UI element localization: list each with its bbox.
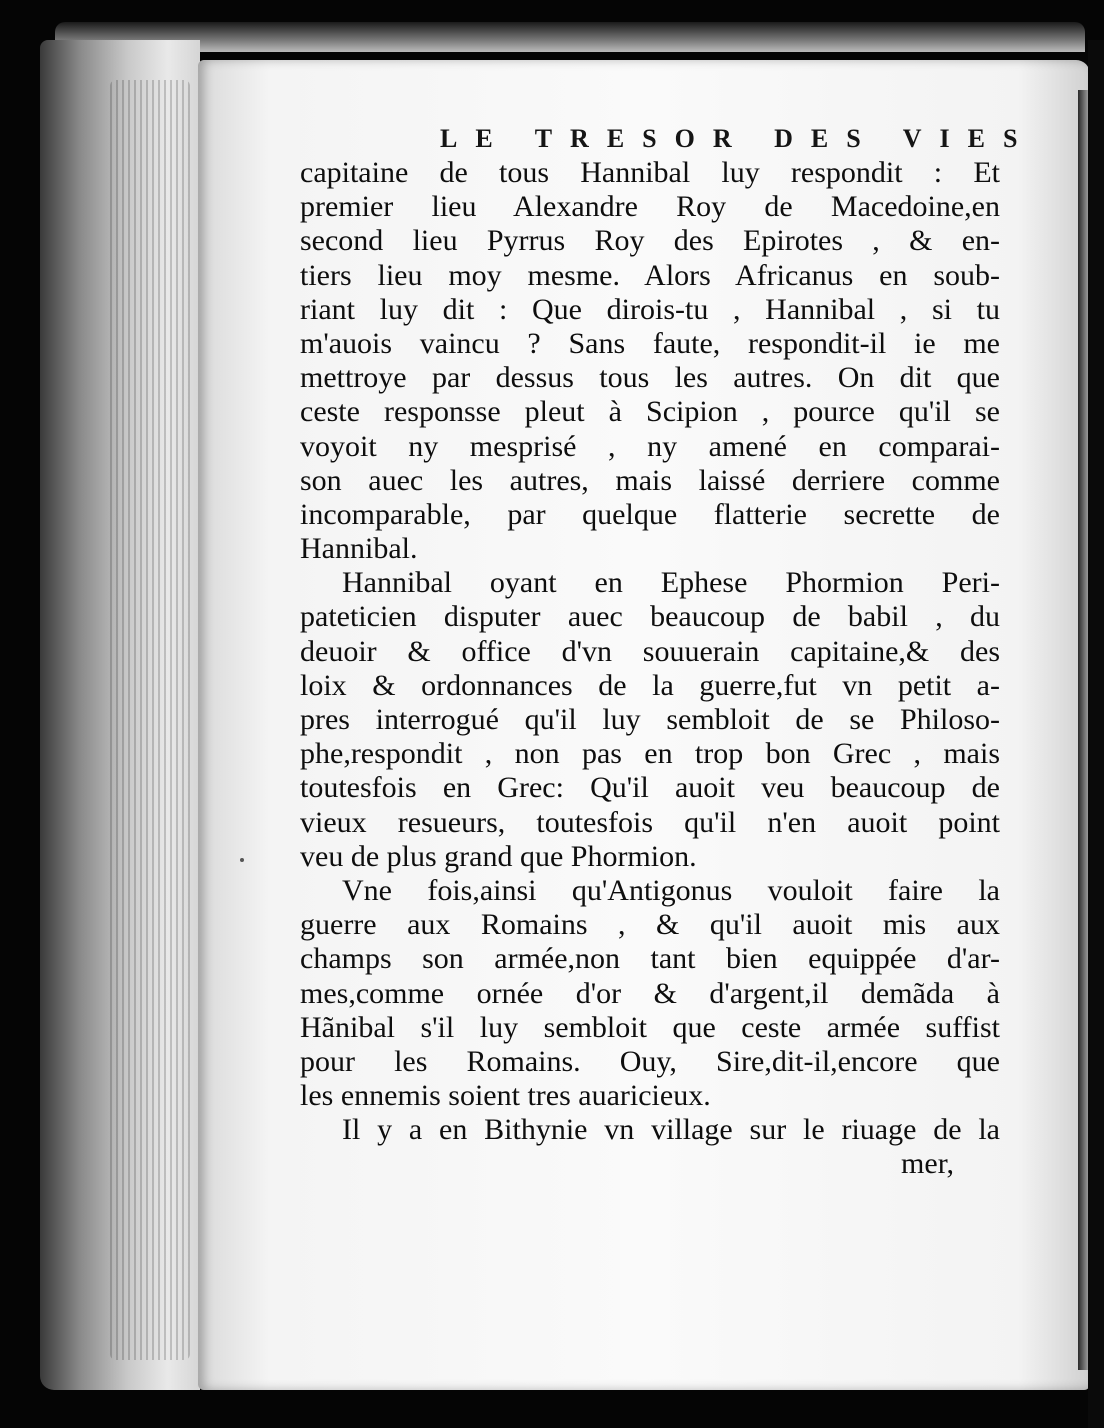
book-page-stack xyxy=(40,40,200,1390)
text-line: phe,respondit , non pas en trop bon Grec , mais xyxy=(300,737,1000,771)
text-line: pour les Romains. Ouy, Sire,dit-il,encore que xyxy=(300,1044,1000,1078)
text-line: tiers lieu moy mesme. Alors Africanus en soub- xyxy=(300,258,1000,292)
text-line: loix & ordonnances de la guerre,fut vn petit a- xyxy=(300,668,1000,702)
text-line: pateticien disputer auec beaucoup de babil , du xyxy=(300,600,1000,634)
text-line: champs son armée,non tant bien equippée d'ar- xyxy=(300,942,1000,976)
text-line: veu de plus grand que Phormion. xyxy=(300,839,697,873)
page-top-edge xyxy=(55,22,1085,52)
right-gutter xyxy=(1088,40,1104,1428)
text-line: vieux resueurs, toutesfois qu'il n'en auoit point xyxy=(300,805,1000,839)
text-line: Hannibal. xyxy=(300,532,418,566)
text-line: mettroye par dessus tous les autres. On dit que xyxy=(300,361,1000,395)
text-line: Hannibal oyant en Ephese Phormion Peri- xyxy=(342,566,1000,600)
page-text xyxy=(300,156,1000,1182)
text-line: son auec les autres, mais laissé derriere comme xyxy=(300,463,1000,497)
text-line: les ennemis soient tres auaricieux. xyxy=(300,1079,711,1113)
running-head: LE TRESOR DES VIES xyxy=(440,124,1036,153)
text-line: guerre aux Romains , & qu'il auoit mis aux xyxy=(300,908,1000,942)
text-line: premier lieu Alexandre Roy de Macedoine,en xyxy=(300,190,1000,224)
text-line: riant luy dit : Que dirois-tu , Hannibal , si tu xyxy=(300,292,1000,326)
text-line: capitaine de tous Hannibal luy respondit : Et xyxy=(300,156,1000,189)
text-line: second lieu Pyrrus Roy des Epirotes , & en- xyxy=(300,224,1000,258)
text-line: pres interrogué qu'il luy sembloit de se Philoso- xyxy=(300,703,1000,736)
text-line: toutesfois en Grec: Qu'il auoit veu beaucoup de xyxy=(300,771,1000,805)
text-line: Hãnibal s'il luy sembloit que ceste armée suffist xyxy=(300,1010,1000,1044)
text-line: Vne fois,ainsi qu'Antigonus vouloit faire la xyxy=(342,873,1000,907)
next-page-edge xyxy=(1078,90,1088,1370)
text-line: Il y a en Bithynie vn village sur le riuage de la xyxy=(342,1113,1000,1147)
text-line: mer, xyxy=(901,1147,954,1181)
margin-mark xyxy=(240,858,244,862)
text-line: incomparable, par quelque flatterie secrette de xyxy=(300,497,1000,531)
text-line: deuoir & office d'vn souuerain capitaine,& des xyxy=(300,634,1000,668)
text-line: m'auois vaincu ? Sans faute, respondit-il ie me xyxy=(300,326,1000,360)
text-line: mes,comme ornée d'or & d'argent,il demãda à xyxy=(300,976,1000,1010)
text-line: voyoit ny mesprisé , ny amené en comparai- xyxy=(300,429,1000,463)
text-line: ceste responsse pleut à Scipion , pource qu'il se xyxy=(300,395,1000,429)
